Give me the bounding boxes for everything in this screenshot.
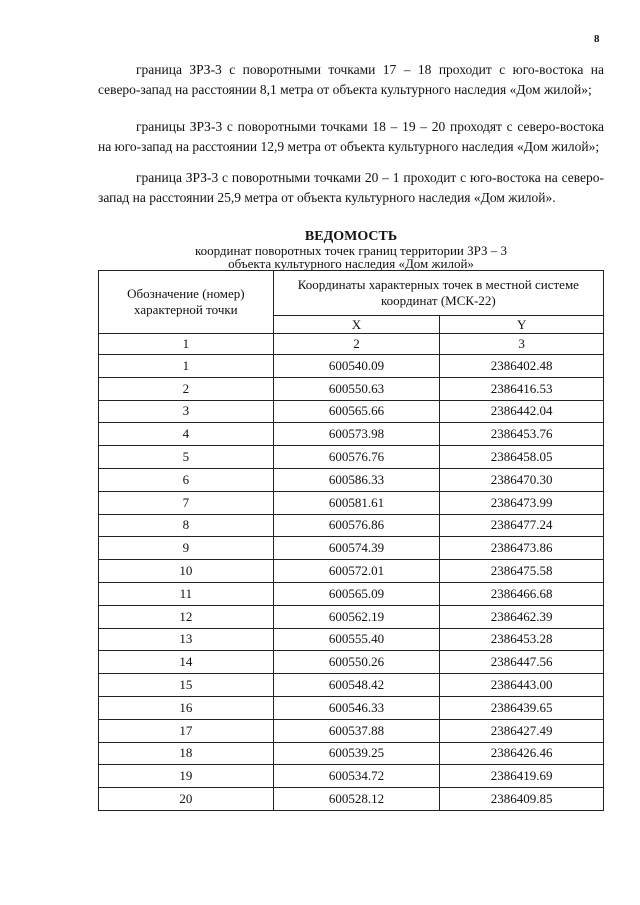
x-coordinate-cell: 600546.33 xyxy=(273,696,440,719)
statement-heading: ВЕДОМОСТЬ xyxy=(304,229,398,244)
x-column-header: X xyxy=(273,316,440,334)
table-row xyxy=(99,355,604,378)
y-coordinate-cell: 2386477.24 xyxy=(440,514,604,537)
point-number-cell: 11 xyxy=(99,582,274,605)
point-number-cell: 16 xyxy=(99,696,274,719)
table-row xyxy=(99,423,604,446)
y-coordinate-cell: 2386473.86 xyxy=(440,537,604,560)
table-row xyxy=(99,674,604,697)
table-row xyxy=(99,719,604,742)
table-row xyxy=(99,582,604,605)
point-number-cell: 2 xyxy=(99,377,274,400)
point-number-cell: 8 xyxy=(99,514,274,537)
x-coordinate-cell: 600576.76 xyxy=(273,446,440,469)
x-coordinate-cell: 600574.39 xyxy=(273,537,440,560)
table-row xyxy=(99,491,604,514)
x-coordinate-cell: 600537.88 xyxy=(273,719,440,742)
point-number-cell: 12 xyxy=(99,605,274,628)
x-coordinate-cell: 600565.09 xyxy=(273,582,440,605)
table-row xyxy=(99,537,604,560)
x-coordinate-cell: 600534.72 xyxy=(273,765,440,788)
y-coordinate-cell: 2386409.85 xyxy=(440,788,604,811)
y-coordinate-cell: 2386475.58 xyxy=(440,560,604,583)
x-coordinate-cell: 600548.42 xyxy=(273,674,440,697)
point-number-cell: 20 xyxy=(99,788,274,811)
x-coordinate-cell: 600565.66 xyxy=(273,400,440,423)
table-row xyxy=(99,377,604,400)
column-index-1: 1 xyxy=(99,334,274,355)
x-coordinate-cell: 600540.09 xyxy=(273,355,440,378)
point-number-cell: 17 xyxy=(99,719,274,742)
point-number-cell: 1 xyxy=(99,355,274,378)
table-row xyxy=(99,765,604,788)
x-coordinate-cell: 600573.98 xyxy=(273,423,440,446)
x-coordinate-cell: 600586.33 xyxy=(273,468,440,491)
y-coordinate-cell: 2386453.76 xyxy=(440,423,604,446)
point-number-cell: 19 xyxy=(99,765,274,788)
page-number: 8 xyxy=(594,33,600,45)
point-number-header: Обозначение (номер) характерной точки xyxy=(99,271,274,334)
y-coordinate-cell: 2386426.46 xyxy=(440,742,604,765)
y-column-header: Y xyxy=(440,316,604,334)
y-coordinate-cell: 2386427.49 xyxy=(440,719,604,742)
point-number-cell: 18 xyxy=(99,742,274,765)
x-coordinate-cell: 600539.25 xyxy=(273,742,440,765)
point-number-cell: 14 xyxy=(99,651,274,674)
table-row xyxy=(99,628,604,651)
point-number-cell: 13 xyxy=(99,628,274,651)
coordinates-table-body xyxy=(99,355,604,811)
point-number-cell: 5 xyxy=(99,446,274,469)
y-coordinate-cell: 2386443.00 xyxy=(440,674,604,697)
statement-title xyxy=(98,229,604,270)
table-row xyxy=(99,742,604,765)
y-coordinate-cell: 2386458.05 xyxy=(440,446,604,469)
x-coordinate-cell: 600581.61 xyxy=(273,491,440,514)
y-coordinate-cell: 2386453.28 xyxy=(440,628,604,651)
table-row xyxy=(99,605,604,628)
x-coordinate-cell: 600562.19 xyxy=(273,605,440,628)
table-row xyxy=(99,560,604,583)
table-row xyxy=(99,446,604,469)
paragraph-boundary-18-19-20: границы ЗРЗ-3 с поворотными точками 18 – 19 – 20 проходят с северо-востока на юго-запад на расстоянии 12,9 метра от объекта культурного наследия «Дом жилой»; xyxy=(98,119,604,154)
paragraph-boundary-20-1: граница ЗРЗ-3 с поворотными точками 20 – 1 проходит с юго-востока на северо-запад на расстоянии 25,9 метра от объекта культурного наследия «Дом жилой». xyxy=(98,170,604,205)
x-coordinate-cell: 600550.63 xyxy=(273,377,440,400)
coordinates-header: Координаты характерных точек в местной системе координат (МСК-22) xyxy=(273,271,603,316)
table-row xyxy=(99,696,604,719)
point-number-cell: 3 xyxy=(99,400,274,423)
statement-subtitle-line-2: объекта культурного наследия «Дом жилой» xyxy=(228,256,474,271)
point-number-cell: 6 xyxy=(99,468,274,491)
x-coordinate-cell: 600550.26 xyxy=(273,651,440,674)
table-row xyxy=(99,788,604,811)
y-coordinate-cell: 2386402.48 xyxy=(440,355,604,378)
point-number-cell: 4 xyxy=(99,423,274,446)
y-coordinate-cell: 2386473.99 xyxy=(440,491,604,514)
x-coordinate-cell: 600572.01 xyxy=(273,560,440,583)
y-coordinate-cell: 2386442.04 xyxy=(440,400,604,423)
point-number-cell: 15 xyxy=(99,674,274,697)
table-row xyxy=(99,651,604,674)
coordinates-table xyxy=(98,270,604,811)
y-coordinate-cell: 2386419.69 xyxy=(440,765,604,788)
y-coordinate-cell: 2386466.68 xyxy=(440,582,604,605)
column-index-2: 2 xyxy=(273,334,440,355)
y-coordinate-cell: 2386416.53 xyxy=(440,377,604,400)
table-row xyxy=(99,514,604,537)
point-number-cell: 10 xyxy=(99,560,274,583)
y-coordinate-cell: 2386447.56 xyxy=(440,651,604,674)
y-coordinate-cell: 2386470.30 xyxy=(440,468,604,491)
column-index-3: 3 xyxy=(440,334,604,355)
table-row xyxy=(99,468,604,491)
x-coordinate-cell: 600528.12 xyxy=(273,788,440,811)
table-row xyxy=(99,400,604,423)
point-number-cell: 9 xyxy=(99,537,274,560)
y-coordinate-cell: 2386462.39 xyxy=(440,605,604,628)
statement-subtitle-line-1: координат поворотных точек границ территории ЗРЗ – 3 xyxy=(194,243,508,258)
paragraph-boundary-17-18: граница ЗРЗ-3 с поворотными точками 17 – 18 проходит с юго-востока на северо-запад на расстоянии 8,1 метра от объекта культурного наследия «Дом жилой»; xyxy=(98,62,604,97)
x-coordinate-cell: 600555.40 xyxy=(273,628,440,651)
x-coordinate-cell: 600576.86 xyxy=(273,514,440,537)
point-number-cell: 7 xyxy=(99,491,274,514)
y-coordinate-cell: 2386439.65 xyxy=(440,696,604,719)
